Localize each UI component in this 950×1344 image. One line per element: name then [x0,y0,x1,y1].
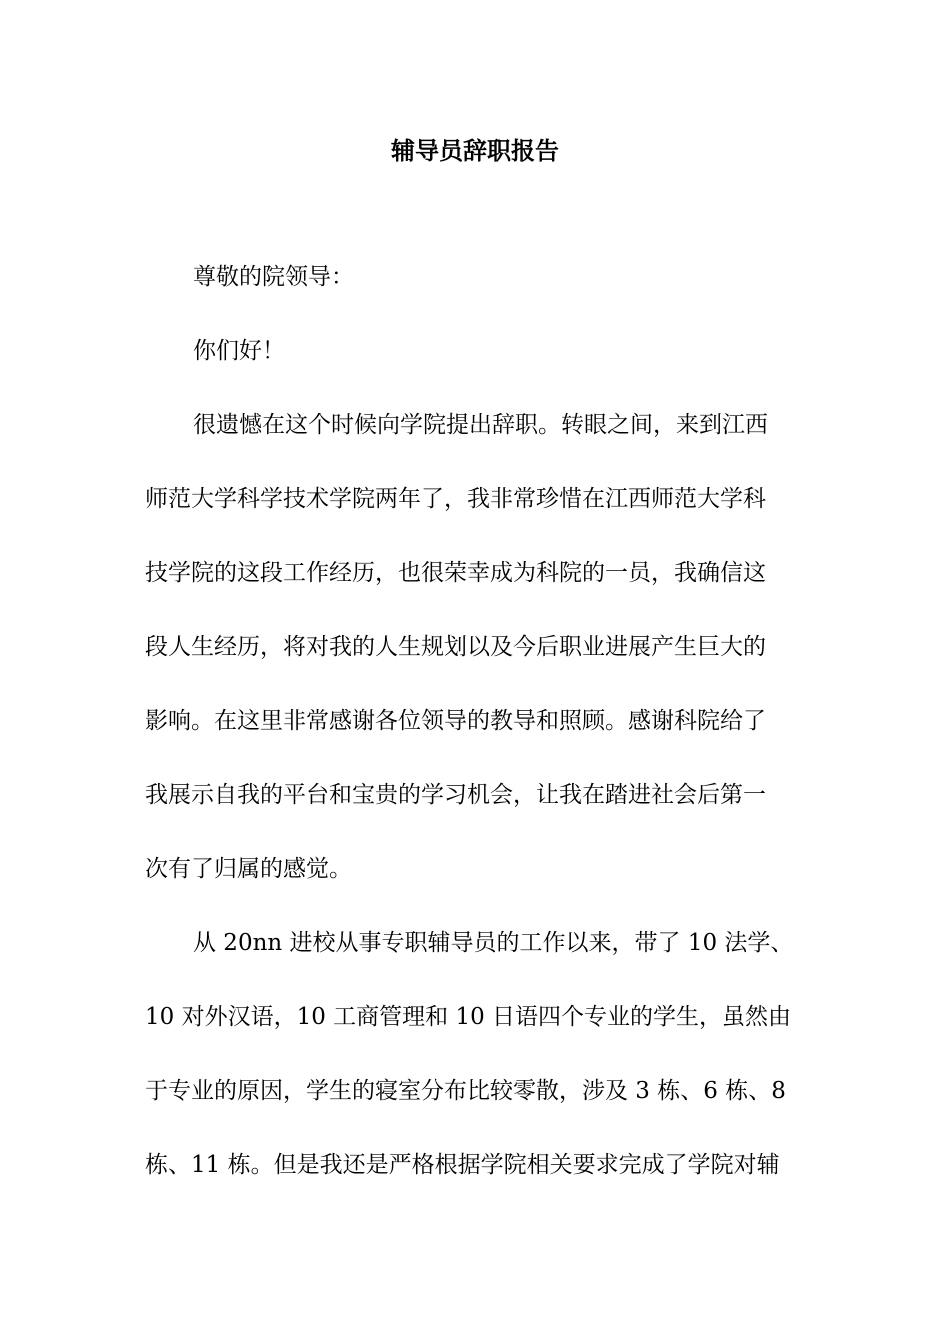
paragraph-1-line: 次有了归属的感觉。 [145,856,352,882]
document-title: 辅导员辞职报告 [391,137,559,165]
greeting: 你们好！ [193,338,285,364]
paragraph-1-line: 影响。在这里非常感谢各位领导的教导和照顾。感谢科院给了 [145,708,766,734]
paragraph-1-line: 我展示自我的平台和宝贵的学习机会，让我在踏进社会后第一 [145,782,766,808]
paragraph-1-line: 段人生经历，将对我的人生规划以及今后职业进展产生巨大的 [145,634,766,660]
paragraph-1-line: 很遗憾在这个时候向学院提出辞职。转眼之间，来到江西 [193,412,768,438]
paragraph-1-line: 技学院的这段工作经历，也很荣幸成为科院的一员，我确信这 [145,560,766,586]
salutation: 尊敬的院领导： [193,264,354,290]
paragraph-2-line: 于专业的原因，学生的寝室分布比较零散，涉及 3 栋、6 栋、8 [145,1078,786,1104]
paragraph-1-line: 师范大学科学技术学院两年了，我非常珍惜在江西师范大学科 [145,486,766,512]
paragraph-2-line: 栋、11 栋。但是我还是严格根据学院相关要求完成了学院对辅 [145,1152,780,1178]
paragraph-2-line: 从 20nn 进校从事专职辅导员的工作以来，带了 10 法学、 [193,930,794,956]
paragraph-2-line: 10 对外汉语，10 工商管理和 10 日语四个专业的学生，虽然由 [145,1004,792,1030]
